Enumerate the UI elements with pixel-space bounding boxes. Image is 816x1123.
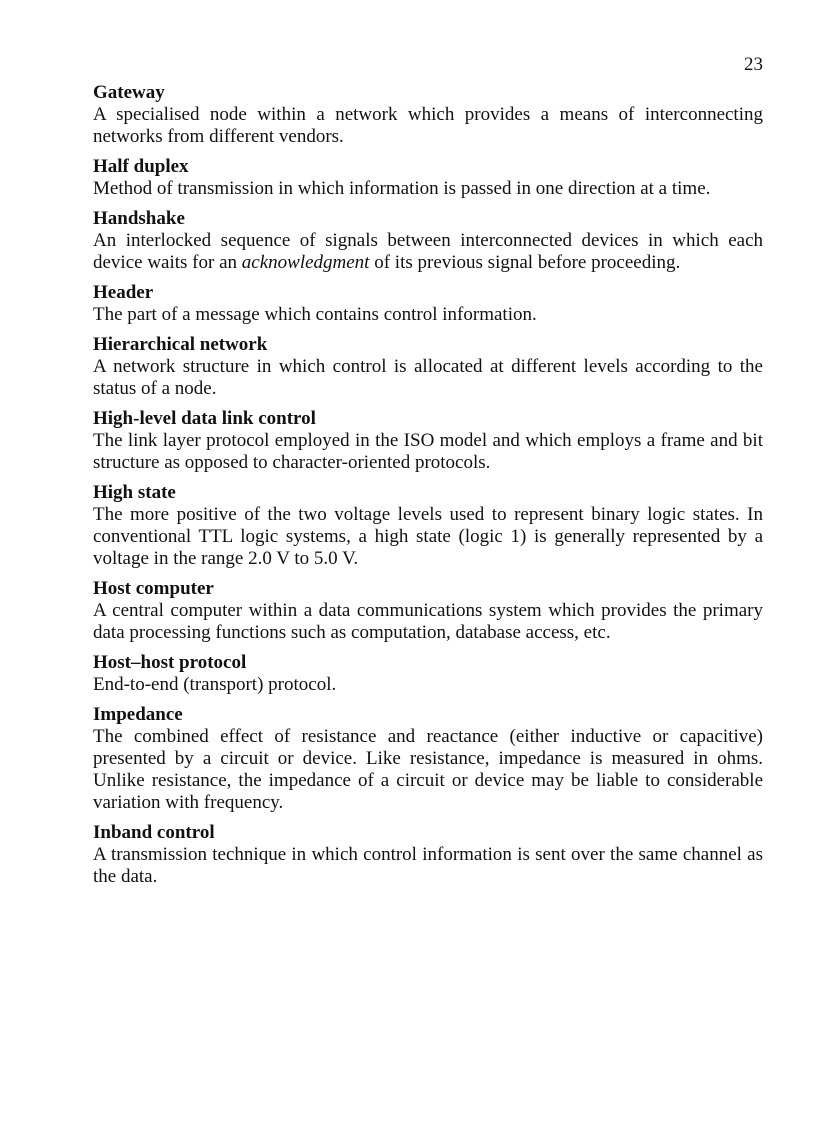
term-heading: Half duplex xyxy=(93,156,189,177)
term-definition: The part of a message which contains control information. xyxy=(93,304,537,325)
definition-text-after: of its previous signal before proceeding. xyxy=(369,252,681,273)
glossary-entry-high-state xyxy=(93,482,763,570)
term-definition: The link layer protocol employed in the ISO model and which employs a frame and bit structure as opposed to character-oriented protocols. xyxy=(93,430,763,473)
glossary-entry-gateway xyxy=(93,82,763,148)
glossary-entry-header xyxy=(93,282,763,326)
glossary-entry-handshake xyxy=(93,208,763,274)
term-heading: Inband control xyxy=(93,822,215,843)
term-definition: The combined effect of resistance and reactance (either inductive or capacitive) presented by a circuit or device. Like resistance, impedance is measured in ohms. Unlike resistance, the impedance of a circuit or device may be liable to considerable variation with frequency. xyxy=(93,726,763,813)
term-definition: A specialised node within a network which provides a means of interconnecting networks from different vendors. xyxy=(93,104,763,147)
term-heading: Host computer xyxy=(93,578,214,599)
term-heading: Handshake xyxy=(93,208,185,229)
term-heading: Gateway xyxy=(93,82,165,103)
glossary-entry-hdlc xyxy=(93,408,763,474)
term-heading: High-level data link control xyxy=(93,408,316,429)
glossary-page xyxy=(93,52,763,896)
page-number: 23 xyxy=(744,54,763,75)
term-definition: A network structure in which control is allocated at different levels according to the status of a node. xyxy=(93,356,763,399)
glossary-entry-half-duplex xyxy=(93,156,763,200)
definition-italic-term: acknowledgment xyxy=(241,252,370,273)
term-heading: High state xyxy=(93,482,176,503)
term-definition: A central computer within a data communications system which provides the primary data processing functions such as computation, database access, etc. xyxy=(93,600,763,643)
glossary-entry-impedance xyxy=(93,704,763,814)
term-definition: A transmission technique in which control information is sent over the same channel as the data. xyxy=(93,844,763,887)
definition-text-before: An interlocked sequence of signals between interconnected devices in which each device waits for an xyxy=(93,230,763,273)
term-definition: Method of transmission in which information is passed in one direction at a time. xyxy=(93,178,711,199)
glossary-entry-inband-control xyxy=(93,822,763,888)
term-definition: The more positive of the two voltage levels used to represent binary logic states. In conventional TTL logic systems, a high state (logic 1) is generally represented by a voltage in the range 2.0 V to 5.0 V. xyxy=(93,504,763,569)
term-definition xyxy=(93,230,763,274)
term-heading: Header xyxy=(93,282,154,303)
glossary-entry-hierarchical-network xyxy=(93,334,763,400)
term-heading: Impedance xyxy=(93,704,183,725)
term-heading: Hierarchical network xyxy=(93,334,268,355)
glossary-entry-host-computer xyxy=(93,578,763,644)
glossary-entry-host-host-protocol xyxy=(93,652,763,696)
term-definition: End-to-end (transport) protocol. xyxy=(93,674,337,695)
term-heading: Host–host protocol xyxy=(93,652,247,673)
